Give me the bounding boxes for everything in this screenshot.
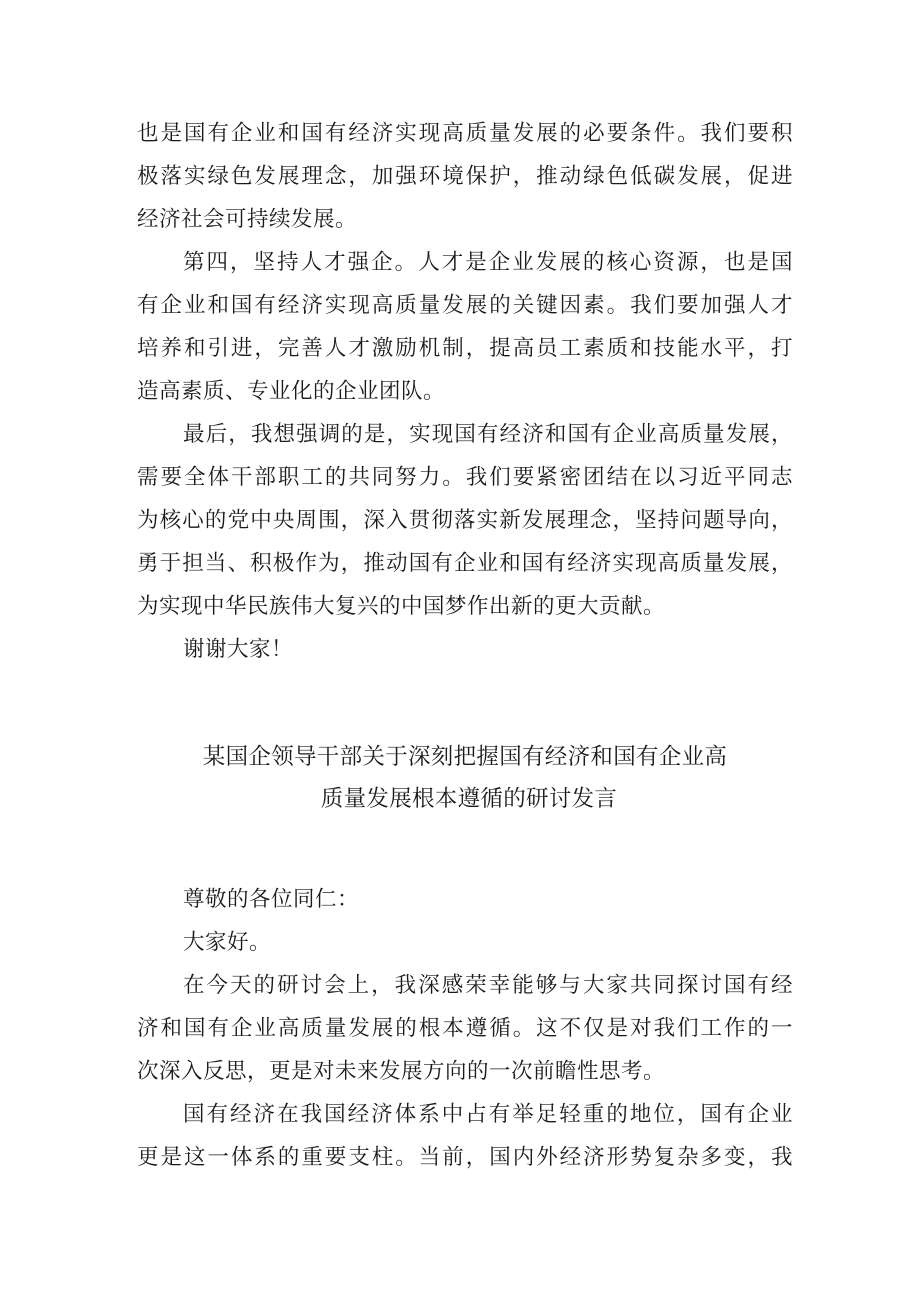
speech-title [137,736,793,820]
new-speech-section [137,878,793,1179]
section-spacer [137,671,793,736]
paragraph-line: 勇于担当、积极作为，推动国有企业和国有经济实现高质量发展， [137,551,793,576]
paragraph-line: 更是这一体系的重要支柱。当前，国内外经济形势复杂多变，我 [137,1145,793,1170]
title-line-2: 质量发展根本遵循的研讨发言 [320,786,618,812]
previous-speech-section [137,112,793,671]
paragraph-line: 次深入反思，更是对未来发展方向的一次前瞻性思考。 [137,1059,666,1084]
paragraph-line: 第四，坚持人才强企。人才是企业发展的核心资源，也是国 [183,250,793,275]
paragraph-line: 最后，我想强调的是，实现国有经济和国有企业高质量发展， [183,422,793,447]
paragraph-line: 造高素质、专业化的企业团队。 [137,379,446,404]
paragraph-line: 需要全体干部职工的共同努力。我们要紧密团结在以习近平同志 [137,465,793,490]
paragraph-line: 也是国有企业和国有经济实现高质量发展的必要条件。我们要积 [137,121,793,146]
paragraph-line: 经济社会可持续发展。 [137,207,358,232]
paragraph-line: 有企业和国有经济实现高质量发展的关键因素。我们要加强人才 [137,293,793,318]
paragraph-line: 培养和引进，完善人才激励机制，提高员工素质和技能水平，打 [137,336,793,361]
paragraph-line: 极落实绿色发展理念，加强环境保护，推动绿色低碳发展，促进 [137,164,793,189]
document-body [137,112,793,1179]
paragraph-line: 济和国有企业高质量发展的根本遵循。这不仅是对我们工作的一 [137,1016,793,1041]
section-spacer [137,820,793,878]
closing-thanks: 谢谢大家！ [183,637,294,662]
salutation: 尊敬的各位同仁： [183,887,360,912]
paragraph-line: 在今天的研讨会上，我深感荣幸能够与大家共同探讨国有经 [183,973,793,998]
paragraph-line: 为实现中华民族伟大复兴的中国梦作出新的更大贡献。 [137,594,666,619]
greeting: 大家好。 [183,930,272,955]
paragraph-line: 国有经济在我国经济体系中占有举足轻重的地位，国有企业 [183,1102,793,1127]
title-line-1: 某国企领导干部关于深刻把握国有经济和国有企业高 [202,744,728,770]
paragraph-line: 为核心的党中央周围，深入贯彻落实新发展理念，坚持问题导向， [137,508,793,533]
